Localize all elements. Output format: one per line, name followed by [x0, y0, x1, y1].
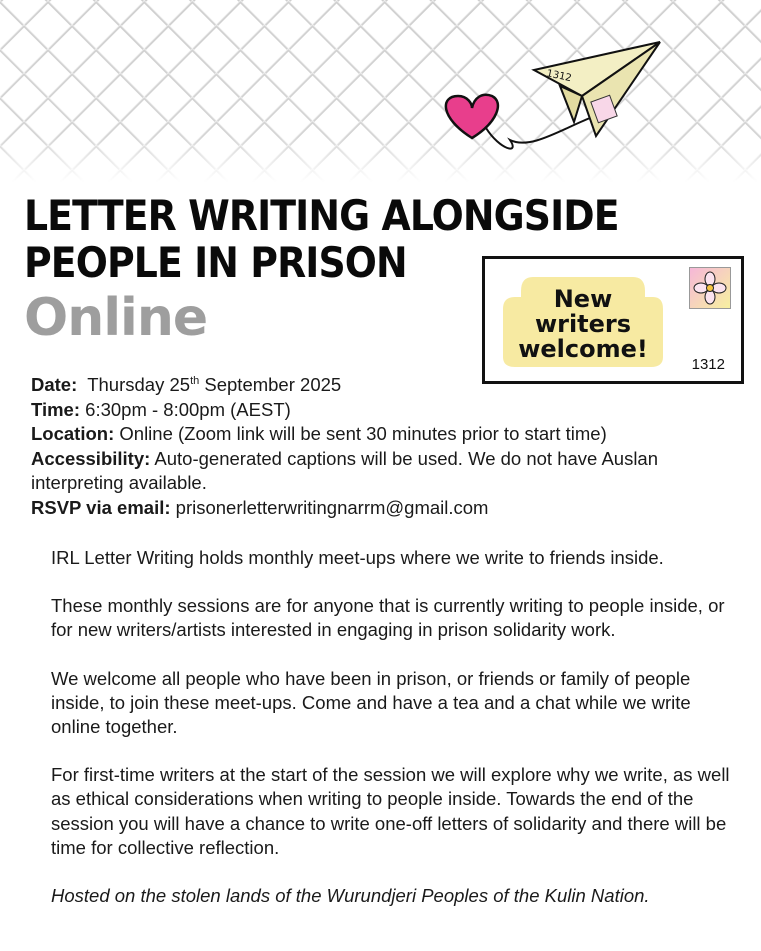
title-line-2: PEOPLE IN PRISON	[24, 238, 407, 287]
event-description	[51, 546, 731, 932]
date-row	[31, 369, 731, 398]
rsvp-label: RSVP via email:	[31, 496, 171, 518]
event-details	[31, 369, 731, 520]
fence-illustration	[0, 0, 761, 182]
land-acknowledgement: Hosted on the stolen lands of the Wurundjeri Peoples of the Kulin Nation.	[51, 885, 650, 907]
location-value: Online (Zoom link will be sent 30 minutes prior to start time)	[119, 423, 607, 445]
badge-line-1: New	[553, 285, 613, 313]
date-value: Thursday 25	[87, 374, 191, 396]
location-row	[31, 422, 731, 447]
event-format-subtitle: Online	[24, 288, 208, 348]
time-value: 6:30pm - 8:00pm (AEST)	[85, 398, 291, 420]
title-line-1: LETTER WRITING ALONGSIDE	[24, 191, 619, 240]
rsvp-row	[31, 496, 731, 521]
envelope-code: 1312	[691, 356, 725, 373]
date-label: Date:	[31, 374, 78, 396]
session-paragraph: For first-time writers at the start of the session we will explore why we write, as well as ethical considerations when writing to people inside. Towards the end of the session you will have a chance to write one-off letters of solidarity and there will be time for collective reflection.	[51, 764, 730, 858]
time-row	[31, 398, 731, 423]
date-month-year: September 2025	[199, 374, 342, 396]
plane-code: 1312	[545, 68, 573, 85]
welcome-paragraph: We welcome all people who have been in prison, or friends or family of people inside, to join these meet-ups. Come and have a tea and a chat while we write online together.	[51, 667, 691, 738]
rsvp-email: prisonerletterwritingnarrm@gmail.com	[175, 496, 489, 518]
accessibility-value: Auto-generated captions will be used. We do not have Auslan interpreting available.	[31, 447, 659, 494]
accessibility-label: Accessibility:	[31, 447, 151, 469]
chain-link-fence-banner	[0, 0, 761, 182]
location-label: Location:	[31, 423, 115, 445]
badge-line-3: welcome!	[518, 335, 648, 363]
accessibility-row	[31, 447, 731, 496]
time-label: Time:	[31, 398, 81, 420]
audience-paragraph: These monthly sessions are for anyone that is currently writing to people inside, or for new writers/artists interested in engaging in prison solidarity work.	[51, 595, 725, 641]
badge-line-2: writers	[534, 310, 632, 338]
flower-stamp-icon	[689, 267, 731, 309]
new-writers-badge	[503, 287, 663, 362]
envelope-graphic	[482, 256, 744, 384]
intro-paragraph: IRL Letter Writing holds monthly meet-ups where we write to friends inside.	[51, 547, 664, 568]
date-suffix: th	[190, 375, 200, 387]
